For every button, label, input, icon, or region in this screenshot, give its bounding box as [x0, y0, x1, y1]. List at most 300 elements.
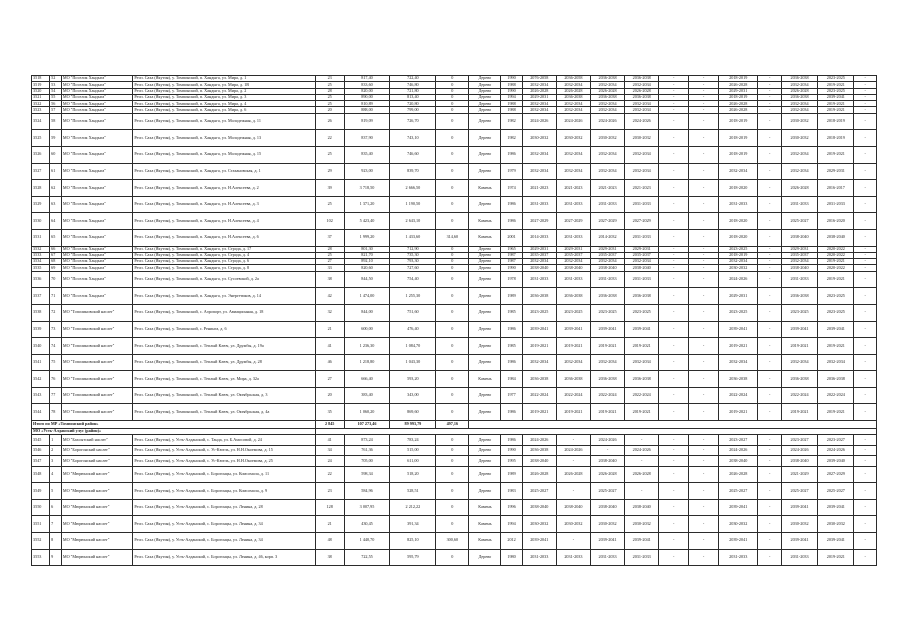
- heating-cell: -: [758, 445, 781, 456]
- elevator-shaft-cell: -: [689, 113, 719, 130]
- row-number-cell: 68: [50, 259, 62, 265]
- facade-repair-cell: 2019-2021: [556, 338, 590, 355]
- facade-repair-cell: 2035-2037: [556, 252, 590, 258]
- total-area-cell: 820,60: [344, 265, 390, 271]
- gas-repair-cell: 2036-2038: [781, 288, 817, 305]
- wall-material-cell: Камень: [469, 180, 501, 197]
- living-area-cell: 735,30: [390, 252, 436, 258]
- year-built-cell: 1983: [501, 483, 522, 500]
- living-area-cell: 783,24: [390, 435, 436, 446]
- non-living-area-cell: 0: [436, 466, 469, 483]
- apartments-cell: 21: [315, 516, 344, 533]
- gas-repair-cell: 2026-2028: [781, 180, 817, 197]
- address-cell: Респ. Саха (Якутия), у. Томпонский, с. Аэропорт, ул. Авиационная, д. 18: [133, 304, 315, 321]
- apartments-cell: 23: [315, 76, 344, 82]
- foundation-repair-cell: 2032-2034: [590, 354, 624, 371]
- address-cell: Респ. Саха (Якутия), у. Усть-Алданский, с. Ус-Кюель, ул. Н.Н.Окоемова, д. 25: [133, 456, 315, 467]
- non-living-area-cell: 0: [436, 404, 469, 421]
- facade-repair-cell: -: [556, 483, 590, 500]
- foundation-repair-cell: 2030-2032: [590, 516, 624, 533]
- engineering-repair-cell: -: [625, 435, 659, 446]
- municipality-cell: МО "Борогонский наслег": [61, 445, 132, 456]
- municipality-cell: МО "Тополиновский наслег": [61, 321, 132, 338]
- total-area-cell: 600,00: [344, 321, 390, 338]
- facade-repair-cell: 2038-2040: [556, 499, 590, 516]
- elevator-cell: -: [659, 101, 689, 107]
- address-cell: Респ. Саха (Якутия), у. Томпонский, с. Теплый Ключ, ул. Дружбы, д. 19а: [133, 338, 315, 355]
- total-area-cell: 819,09: [344, 113, 390, 130]
- living-area-cell: 726,70: [390, 113, 436, 130]
- row-number-cell: 53: [50, 82, 62, 88]
- wall-material-cell: Дерево: [469, 101, 501, 107]
- ventilation-repair-cell: 2018-2019: [718, 113, 757, 130]
- water-repair-cell: 2022-2024: [818, 387, 854, 404]
- facade-repair-cell: 2032-2034: [556, 259, 590, 265]
- engineering-repair-cell: 2027-2029: [625, 213, 659, 230]
- non-living-area-cell: 0: [436, 338, 469, 355]
- apartments-cell: 20: [315, 387, 344, 404]
- wall-material-cell: Камень: [469, 499, 501, 516]
- row-id-cell: 3527: [32, 163, 50, 180]
- table-body-tomponsky: [32, 76, 877, 421]
- total-row: [32, 421, 877, 429]
- table-row: [32, 163, 877, 180]
- foundation-repair-cell: 2032-2034: [590, 259, 624, 265]
- apartments-cell: 32: [315, 304, 344, 321]
- apartments-cell: 22: [315, 466, 344, 483]
- row-number-cell: 64: [50, 213, 62, 230]
- municipality-cell: МО "Борогонский наслег": [61, 456, 132, 467]
- heating-cell: -: [758, 246, 781, 252]
- water-repair-cell: 2019-2021: [818, 271, 854, 288]
- year-built-cell: 1990: [501, 76, 522, 82]
- wall-material-cell: Дерево: [469, 435, 501, 446]
- total-area-cell: 1 999,20: [344, 229, 390, 246]
- table-row: [32, 130, 877, 147]
- elevator-shaft-cell: -: [689, 435, 719, 446]
- municipality-cell: МО "Поселок Хандыга": [61, 271, 132, 288]
- engineering-repair-cell: 2036-2038: [625, 94, 659, 100]
- foundation-repair-cell: 2032-2034: [590, 163, 624, 180]
- foundation-repair-cell: 2038-2040: [590, 265, 624, 271]
- total-area-cell: 837,90: [344, 130, 390, 147]
- elevator-cell: -: [659, 88, 689, 94]
- elevator-cell: -: [659, 304, 689, 321]
- heating-cell: -: [758, 516, 781, 533]
- facade-repair-cell: -: [556, 456, 590, 467]
- year-built-cell: 1978: [501, 271, 522, 288]
- engineering-repair-cell: 2036-2038: [625, 288, 659, 305]
- water-repair-cell: 2020-2022: [818, 246, 854, 252]
- sewage-cell: -: [854, 229, 877, 246]
- address-cell: Респ. Саха (Якутия), у. Томпонский, п. Хандыга, ул. Мира, д. 4: [133, 101, 315, 107]
- heating-cell: -: [758, 229, 781, 246]
- table-row: [32, 146, 877, 163]
- roof-repair-cell: 2031-2033: [522, 271, 556, 288]
- foundation-repair-cell: 2022-2024: [590, 387, 624, 404]
- living-area-cell: 799,00: [390, 107, 436, 113]
- wall-material-cell: Дерево: [469, 246, 501, 252]
- address-cell: Респ. Саха (Якутия), у. Томпонский, с. Теплый Ключ, ул. Октябрьская, д. 4а: [133, 404, 315, 421]
- living-area-cell: 518,20: [390, 466, 436, 483]
- sewage-cell: -: [854, 130, 877, 147]
- year-built-cell: 1990: [501, 445, 522, 456]
- elevator-cell: -: [659, 549, 689, 566]
- living-area-cell: 2 212,22: [390, 499, 436, 516]
- year-built-cell: 1986: [501, 354, 522, 371]
- total-area-cell: 3 718,50: [344, 180, 390, 197]
- elevator-cell: -: [659, 252, 689, 258]
- living-area-cell: 476,40: [390, 321, 436, 338]
- engineering-repair-cell: 2032-2034: [625, 82, 659, 88]
- heating-cell: -: [758, 82, 781, 88]
- water-repair-cell: 2019-2021: [818, 338, 854, 355]
- living-area-cell: 515,00: [390, 445, 436, 456]
- row-number-cell: 72: [50, 304, 62, 321]
- non-living-area-cell: 0: [436, 435, 469, 446]
- wall-material-cell: Дерево: [469, 94, 501, 100]
- row-id-cell: 3518: [32, 76, 50, 82]
- municipality-cell: МО "Мюрюнский наслег": [61, 549, 132, 566]
- elevator-cell: -: [659, 445, 689, 456]
- roof-repair-cell: 2029-2031: [522, 246, 556, 252]
- wall-material-cell: Дерево: [469, 76, 501, 82]
- address-cell: Респ. Саха (Якутия), у. Томпонский, п. Хандыга, ул. Н.Алексеева, д. 3: [133, 196, 315, 213]
- living-area-cell: 720,80: [390, 101, 436, 107]
- municipality-cell: МО "Поселок Хандыга": [61, 82, 132, 88]
- gas-repair-cell: 2039-2041: [781, 532, 817, 549]
- elevator-shaft-cell: -: [689, 88, 719, 94]
- roof-repair-cell: 2031-2033: [522, 549, 556, 566]
- living-area-cell: 1 255,30: [390, 288, 436, 305]
- row-id-cell: 3553: [32, 549, 50, 566]
- table-row: [32, 516, 877, 533]
- address-cell: Респ. Саха (Якутия), у. Усть-Алданский, с. Борогонцы, ул. Комсомола, д. 9: [133, 483, 315, 500]
- apartments-cell: 128: [315, 499, 344, 516]
- roof-repair-cell: 2039-2041: [522, 532, 556, 549]
- municipality-cell: МО "Тополиновский наслег": [61, 304, 132, 321]
- ventilation-repair-cell: 2018-2020: [718, 213, 757, 230]
- facade-repair-cell: 2026-2028: [556, 466, 590, 483]
- table-row: [32, 404, 877, 421]
- heating-cell: -: [758, 163, 781, 180]
- row-id-cell: 3528: [32, 180, 50, 197]
- address-cell: Респ. Саха (Якутия), у. Томпонский, с. Теплый Ключ, ул. Мира, д. 32а: [133, 371, 315, 388]
- total-area-cell: 5 423,40: [344, 213, 390, 230]
- ventilation-repair-cell: 2039-2041: [718, 321, 757, 338]
- apartments-cell: 28: [315, 88, 344, 94]
- ventilation-repair-cell: 2018-2020: [718, 180, 757, 197]
- total-living-area: 89 993,79: [390, 421, 436, 429]
- non-living-area-cell: 0: [436, 387, 469, 404]
- apartments-cell: 25: [315, 82, 344, 88]
- non-living-area-cell: 0: [436, 252, 469, 258]
- non-living-area-cell: 0: [436, 288, 469, 305]
- row-number-cell: 2: [50, 445, 62, 456]
- sewage-cell: -: [854, 271, 877, 288]
- living-area-cell: 825,10: [390, 532, 436, 549]
- living-area-cell: 751,60: [390, 304, 436, 321]
- row-id-cell: 3534: [32, 259, 50, 265]
- roof-repair-cell: 2032-2034: [522, 82, 556, 88]
- row-number-cell: 74: [50, 338, 62, 355]
- heating-cell: -: [758, 252, 781, 258]
- facade-repair-cell: 2032-2034: [556, 101, 590, 107]
- sewage-cell: -: [854, 94, 877, 100]
- elevator-cell: -: [659, 404, 689, 421]
- elevator-cell: -: [659, 435, 689, 446]
- ventilation-repair-cell: 2018-2019: [718, 130, 757, 147]
- row-number-cell: 7: [50, 516, 62, 533]
- water-repair-cell: 2039-2041: [818, 321, 854, 338]
- gas-repair-cell: 2038-2040: [781, 265, 817, 271]
- facade-repair-cell: 2030-2032: [556, 516, 590, 533]
- facade-repair-cell: 2024-2026: [556, 113, 590, 130]
- year-built-cell: 1982: [501, 130, 522, 147]
- engineering-repair-cell: 2036-2038: [625, 76, 659, 82]
- table-row: [32, 338, 877, 355]
- year-built-cell: 1994: [501, 516, 522, 533]
- municipality-cell: МО "Мюрюнский наслег": [61, 516, 132, 533]
- table-row: [32, 113, 877, 130]
- sewage-cell: -: [854, 259, 877, 265]
- sewage-cell: -: [854, 146, 877, 163]
- total-area-cell: 1 218,80: [344, 354, 390, 371]
- total-area: 107 273,46: [344, 421, 390, 429]
- water-repair-cell: 2023-2025: [818, 88, 854, 94]
- table-row: [32, 271, 877, 288]
- apartments-cell: 34: [315, 445, 344, 456]
- gas-repair-cell: 2019-2021: [781, 404, 817, 421]
- wall-material-cell: Камень: [469, 371, 501, 388]
- year-built-cell: 1986: [501, 146, 522, 163]
- elevator-shaft-cell: -: [689, 146, 719, 163]
- facade-repair-cell: 2026-2028: [556, 88, 590, 94]
- apartments-cell: 35: [315, 404, 344, 421]
- water-repair-cell: 2029-2031: [818, 163, 854, 180]
- municipality-cell: МО "Поселок Хандыга": [61, 113, 132, 130]
- year-built-cell: 1986: [501, 404, 522, 421]
- apartments-cell: 27: [315, 259, 344, 265]
- apartments-cell: 25: [315, 196, 344, 213]
- total-area-cell: 821,70: [344, 252, 390, 258]
- total-area-cell: 801,30: [344, 246, 390, 252]
- apartments-cell: 25: [315, 146, 344, 163]
- gas-repair-cell: 2023-2027: [781, 435, 817, 446]
- apartments-cell: 22: [315, 130, 344, 147]
- row-id-cell: 3523: [32, 107, 50, 113]
- water-repair-cell: 2019-2021: [818, 259, 854, 265]
- ventilation-repair-cell: 2038-2040: [718, 456, 757, 467]
- wall-material-cell: Дерево: [469, 354, 501, 371]
- elevator-cell: -: [659, 516, 689, 533]
- sewage-cell: -: [854, 387, 877, 404]
- foundation-repair-cell: 2036-2038: [590, 371, 624, 388]
- year-built-cell: 1990: [501, 265, 522, 271]
- year-built-cell: 1989: [501, 288, 522, 305]
- foundation-repair-cell: 2027-2029: [590, 213, 624, 230]
- water-repair-cell: 2019-2021: [818, 549, 854, 566]
- water-repair-cell: 2020-2022: [818, 252, 854, 258]
- foundation-repair-cell: 2036-2038: [590, 94, 624, 100]
- heating-cell: -: [758, 338, 781, 355]
- gas-repair-cell: 2021-2029: [781, 466, 817, 483]
- total-area-cell: 810,89: [344, 101, 390, 107]
- gas-repair-cell: 2030-2032: [781, 130, 817, 147]
- ventilation-repair-cell: 2032-2034: [718, 259, 757, 265]
- sewage-cell: -: [854, 180, 877, 197]
- heating-cell: -: [758, 321, 781, 338]
- engineering-repair-cell: 2036-2038: [625, 371, 659, 388]
- table-body-ust-aldansky: [32, 435, 877, 566]
- municipality-cell: МО "Поселок Хандыга": [61, 288, 132, 305]
- ventilation-repair-cell: 2026-2028: [718, 82, 757, 88]
- heating-cell: -: [758, 404, 781, 421]
- total-area-cell: 666,40: [344, 371, 390, 388]
- ventilation-repair-cell: 2018-2019: [718, 76, 757, 82]
- heating-cell: -: [758, 466, 781, 483]
- elevator-cell: -: [659, 76, 689, 82]
- row-number-cell: 1: [50, 435, 62, 446]
- elevator-shaft-cell: -: [689, 304, 719, 321]
- elevator-cell: -: [659, 466, 689, 483]
- table-summary: [32, 421, 877, 435]
- elevator-shaft-cell: -: [689, 387, 719, 404]
- living-area-cell: 727,60: [390, 265, 436, 271]
- sewage-cell: -: [854, 82, 877, 88]
- ventilation-repair-cell: 2039-2041: [718, 499, 757, 516]
- ventilation-repair-cell: 2018-2019: [718, 252, 757, 258]
- water-repair-cell: 2018-2019: [818, 113, 854, 130]
- heating-cell: -: [758, 483, 781, 500]
- elevator-shaft-cell: -: [689, 466, 719, 483]
- row-number-cell: 56: [50, 101, 62, 107]
- address-cell: Респ. Саха (Якутия), у. Томпонский, п. Хандыга, ул. Строда, д. 17: [133, 246, 315, 252]
- wall-material-cell: Дерево: [469, 265, 501, 271]
- roof-repair-cell: 2038-2040: [522, 499, 556, 516]
- wall-material-cell: Дерево: [469, 107, 501, 113]
- water-repair-cell: 2025-2027: [818, 483, 854, 500]
- engineering-repair-cell: 2024-2026: [625, 113, 659, 130]
- engineering-repair-cell: 2032-2034: [625, 107, 659, 113]
- wall-material-cell: Камень: [469, 213, 501, 230]
- roof-repair-cell: 2019-2021: [522, 338, 556, 355]
- elevator-shaft-cell: -: [689, 163, 719, 180]
- table-row: [32, 466, 877, 483]
- total-area-cell: 817,40: [344, 76, 390, 82]
- municipality-cell: МО "Поселок Хандыга": [61, 88, 132, 94]
- living-area-cell: 754,40: [390, 271, 436, 288]
- roof-repair-cell: 2030-2032: [522, 130, 556, 147]
- year-built-cell: 1986: [501, 213, 522, 230]
- row-id-cell: 3533: [32, 252, 50, 258]
- roof-repair-cell: 2076-2058: [522, 76, 556, 82]
- table-row: [32, 371, 877, 388]
- engineering-repair-cell: 2026-2028: [625, 466, 659, 483]
- municipality-cell: МО "Мюрюнский наслег": [61, 532, 132, 549]
- ventilation-repair-cell: 2029-2031: [718, 288, 757, 305]
- elevator-shaft-cell: -: [689, 445, 719, 456]
- gas-repair-cell: 2024-2026: [781, 445, 817, 456]
- elevator-cell: -: [659, 130, 689, 147]
- row-number-cell: 57: [50, 107, 62, 113]
- apartments-cell: 24: [315, 456, 344, 467]
- sewage-cell: -: [854, 466, 877, 483]
- row-id-cell: 3521: [32, 94, 50, 100]
- address-cell: Респ. Саха (Якутия), у. Томпонский, п. Хандыга, ул. Энергетиков, д. 14: [133, 288, 315, 305]
- elevator-shaft-cell: -: [689, 532, 719, 549]
- non-living-area-cell: 0: [436, 146, 469, 163]
- ventilation-repair-cell: 2026-2028: [718, 101, 757, 107]
- elevator-cell: -: [659, 483, 689, 500]
- row-number-cell: 75: [50, 354, 62, 371]
- municipality-cell: МО "Поселок Хандыга": [61, 101, 132, 107]
- roof-repair-cell: 2024-2026: [522, 435, 556, 446]
- elevator-cell: -: [659, 213, 689, 230]
- foundation-repair-cell: 2039-2041: [590, 321, 624, 338]
- sewage-cell: -: [854, 499, 877, 516]
- elevator-shaft-cell: -: [689, 82, 719, 88]
- non-living-area-cell: 0: [436, 371, 469, 388]
- address-cell: Респ. Саха (Якутия), у. Томпонский, п. Хандыга, ул. Стахановская, д. 1: [133, 163, 315, 180]
- wall-material-cell: Дерево: [469, 271, 501, 288]
- living-area-cell: 1 433,60: [390, 229, 436, 246]
- elevator-cell: -: [659, 288, 689, 305]
- municipality-cell: МО "Тополиновский наслег": [61, 338, 132, 355]
- apartments-cell: 41: [315, 338, 344, 355]
- engineering-repair-cell: 2019-2021: [625, 338, 659, 355]
- apartments-cell: 102: [315, 213, 344, 230]
- row-id-cell: 3538: [32, 304, 50, 321]
- year-built-cell: 1986: [501, 321, 522, 338]
- year-built-cell: 1980: [501, 549, 522, 566]
- total-area-cell: 844,00: [344, 304, 390, 321]
- elevator-shaft-cell: -: [689, 516, 719, 533]
- apartments-cell: 38: [315, 271, 344, 288]
- facade-repair-cell: 2036-2038: [556, 94, 590, 100]
- gas-repair-cell: 2036-2038: [781, 94, 817, 100]
- foundation-repair-cell: 2032-2034: [590, 82, 624, 88]
- address-cell: Респ. Саха (Якутия), у. Томпонский, п. Хандыга, ул. Молодежная, д. 15: [133, 146, 315, 163]
- foundation-repair-cell: 2031-2033: [590, 196, 624, 213]
- year-built-cell: 1985: [501, 304, 522, 321]
- heating-cell: -: [758, 354, 781, 371]
- municipality-cell: МО "Поселок Хандыга": [61, 196, 132, 213]
- living-area-cell: 839,70: [390, 163, 436, 180]
- wall-material-cell: Дерево: [469, 466, 501, 483]
- year-built-cell: 1965: [501, 246, 522, 252]
- living-area-cell: 1 190,50: [390, 196, 436, 213]
- year-built-cell: 1986: [501, 196, 522, 213]
- municipality-cell: МО "Бахсытский наслег": [61, 435, 132, 446]
- total-area-cell: 820,00: [344, 88, 390, 94]
- water-repair-cell: 2018-2019: [818, 130, 854, 147]
- apartments-cell: 21: [315, 321, 344, 338]
- living-area-cell: 813,40: [390, 94, 436, 100]
- non-living-area-cell: 0: [436, 456, 469, 467]
- heating-cell: -: [758, 146, 781, 163]
- foundation-repair-cell: 2023-2025: [590, 304, 624, 321]
- row-id-cell: 3531: [32, 229, 50, 246]
- sewage-cell: -: [854, 76, 877, 82]
- heating-cell: -: [758, 435, 781, 446]
- elevator-shaft-cell: -: [689, 94, 719, 100]
- facade-repair-cell: -: [556, 532, 590, 549]
- sewage-cell: -: [854, 163, 877, 180]
- foundation-repair-cell: 2026-2028: [590, 466, 624, 483]
- address-cell: Респ. Саха (Якутия), у. Усть-Алданский, с. Ус-Кюель, ул. Н.Н.Окоемова, д. 15: [133, 445, 315, 456]
- heating-cell: -: [758, 387, 781, 404]
